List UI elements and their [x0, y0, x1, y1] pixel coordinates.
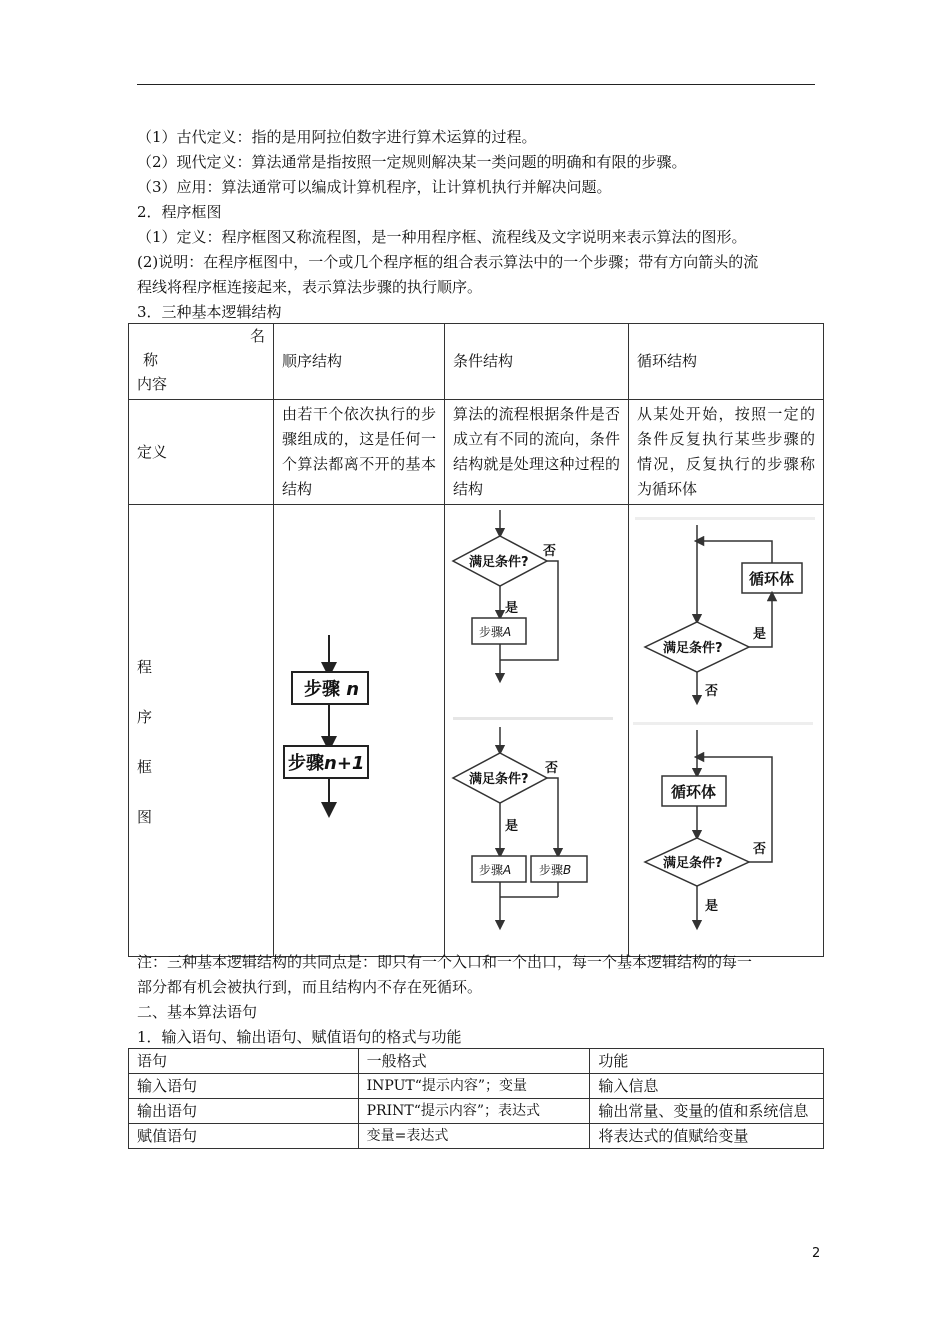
corner-top: 名 [249, 327, 265, 345]
svg-text:满足条件?: 满足条件? [663, 641, 723, 656]
cell-format: INPUT“提示内容”；变量 [358, 1074, 590, 1099]
row-label-flowchart [129, 505, 274, 957]
corner-mid: 称 [143, 351, 159, 369]
cell-function: 输入信息 [590, 1074, 824, 1099]
table-header-row [129, 324, 824, 400]
condition-diagram-cell [445, 505, 629, 957]
condition-diagram [445, 505, 628, 955]
header-function: 功能 [590, 1049, 824, 1074]
svg-text:循环体: 循环体 [671, 783, 717, 801]
scan-artifact [453, 717, 613, 720]
row-label-char-2: 序 [137, 708, 153, 726]
row-label-char-1: 程 [137, 658, 153, 676]
header-sequence: 顺序结构 [274, 324, 445, 400]
definition-row [129, 400, 824, 505]
svg-text:是: 是 [505, 819, 519, 834]
flowchart-explanation-1: (2)说明：在程序框图中，一个或几个程序框的组合表示算法中的一个步骤；带有方向箭头的流 [137, 253, 759, 271]
svg-text:否: 否 [545, 761, 559, 776]
note-line-1: 注：三种基本逻辑结构的共同点是：即只有一个入口和一个出口，每一个基本逻辑结构的每一 [137, 953, 753, 971]
ancient-definition: （1）古代定义：指的是用阿拉伯数字进行算术运算的过程。 [137, 128, 537, 146]
modern-definition: （2）现代定义：算法通常是指按照一定规则解决某一类问题的明确和有限的步骤。 [137, 153, 687, 171]
loop-body-label: 循环体 [749, 570, 795, 588]
header-condition: 条件结构 [445, 324, 629, 400]
cell-function: 将表达式的值赋给变量 [590, 1124, 824, 1149]
flowchart-explanation-2: 程线将程序框连接起来，表示算法步骤的执行顺序。 [137, 278, 483, 296]
svg-text:步骤A: 步骤A [479, 625, 512, 639]
page-number: 2 [812, 1246, 821, 1261]
header-rule [137, 84, 815, 85]
svg-text:满足条件?: 满足条件? [663, 856, 723, 871]
subheading-io: 1．输入语句、输出语句、赋值语句的格式与功能 [137, 1028, 462, 1046]
condition-label: 满足条件? [469, 555, 529, 570]
section-heading-structures: 3．三种基本逻辑结构 [137, 303, 282, 321]
sequence-diagram [274, 505, 444, 955]
flowchart-definition: （1）定义：程序框图又称流程图，是一种用程序框、流程线及文字说明来表示算法的图形。 [137, 228, 747, 246]
loop-diagram [629, 505, 823, 955]
flowchart-row [129, 505, 824, 957]
cell-format: 变量=表达式 [358, 1124, 590, 1149]
yes-label: 是 [505, 601, 519, 616]
table-row [129, 1124, 824, 1149]
svg-text:步骤A: 步骤A [479, 863, 512, 877]
svg-text:步骤B: 步骤B [539, 863, 572, 877]
corner-bottom: 内容 [137, 375, 168, 393]
svg-text:是: 是 [753, 627, 767, 642]
svg-text:步骤n+1: 步骤n+1 [288, 753, 365, 774]
statements-table [128, 1048, 824, 1149]
no-label: 否 [543, 544, 557, 559]
corner-cell [129, 324, 274, 400]
scan-artifact [633, 722, 813, 725]
header-format: 一般格式 [358, 1049, 590, 1074]
row-label-definition: 定义 [129, 400, 274, 505]
structures-table [128, 323, 824, 957]
svg-text:步骤 n: 步骤 n [304, 679, 360, 700]
table-row [129, 1099, 824, 1124]
cell-statement: 赋值语句 [129, 1124, 359, 1149]
sequence-diagram-cell [274, 505, 445, 957]
def-loop: 从某处开始，按照一定的条件反复执行某些步骤的情况，反复执行的步骤称为循环体 [629, 400, 824, 505]
cell-function: 输出常量、变量的值和系统信息 [590, 1099, 824, 1124]
row-label-char-3: 框 [137, 758, 153, 776]
svg-text:否: 否 [705, 684, 719, 699]
svg-text:否: 否 [753, 842, 767, 857]
def-sequence: 由若干个依次执行的步骤组成的，这是任何一个算法都离不开的基本结构 [274, 400, 445, 505]
section-heading-statements: 二、基本算法语句 [137, 1003, 258, 1021]
application: （3）应用：算法通常可以编成计算机程序，让计算机执行并解决问题。 [137, 178, 612, 196]
svg-text:是: 是 [705, 899, 719, 914]
section-heading-flowchart: 2．程序框图 [137, 203, 222, 221]
row-label-char-4: 图 [137, 808, 153, 826]
loop-diagram-cell [629, 505, 824, 957]
def-condition: 算法的流程根据条件是否成立有不同的流向，条件结构就是处理这种过程的结构 [445, 400, 629, 505]
header-statement: 语句 [129, 1049, 359, 1074]
cell-format: PRINT“提示内容”；表达式 [358, 1099, 590, 1124]
header-loop: 循环结构 [629, 324, 824, 400]
cell-statement: 输入语句 [129, 1074, 359, 1099]
scan-artifact [635, 517, 815, 520]
svg-text:满足条件?: 满足条件? [469, 772, 529, 787]
table-row [129, 1074, 824, 1099]
table-header-row [129, 1049, 824, 1074]
cell-statement: 输出语句 [129, 1099, 359, 1124]
note-line-2: 部分都有机会被执行到，而且结构内不存在死循环。 [137, 978, 483, 996]
